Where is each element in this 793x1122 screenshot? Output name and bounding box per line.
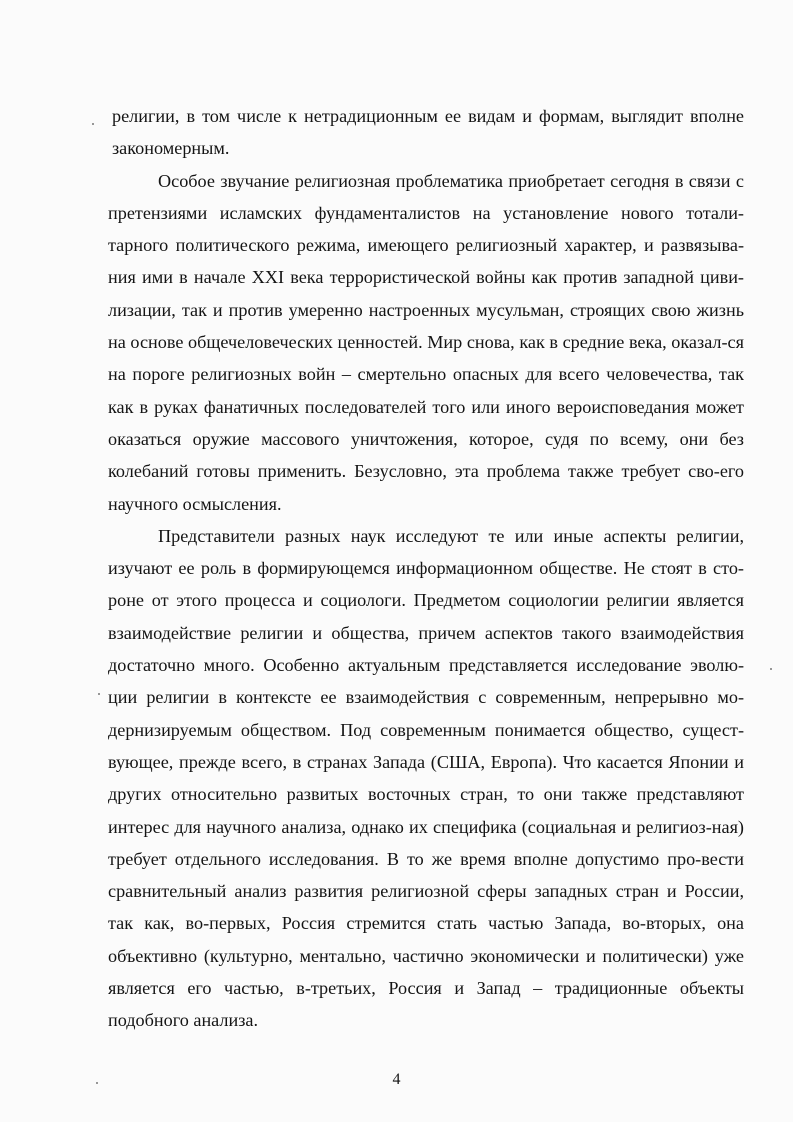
paragraph: Особое звучание религиозная проблематика приобретает сегодня в связи с претензиями исламских фундаменталистов на установление нового тотали-тарного политического режима, имеющего религиозный характер, и развязыва-ния ими в начале XXI века террористической войны как против западной циви-лизации, так и против умеренно настроенных мусульман, строящих свою жизнь на основе общечеловеческих ценностей. Мир снова, как в средние века, оказал-ся на пороге религиозных войн – смертельно опасных для всего человечества, так как в руках фанатичных последователей того или иного вероисповедания может оказаться оружие массового уничтожения, которое, судя по всему, они без колебаний готовы применить. Безусловно, эта проблема также требует сво-его научного осмысления. — [108, 170, 744, 514]
paragraph: Представители разных наук исследуют те или иные аспекты религии, изучают ее роль в формирующемся информационном обществе. Не стоят в сто-роне от этого процесса и социологи. Предметом социологии религии является взаимодействие религии и общества, причем аспектов такого взаимодействия достаточно много. Особенно актуальным представляется исследование эволю-ции религии в контексте ее взаимодействия с современным, непрерывно мо-дернизируемым обществом. Под современным понимается общество, сущест-вующее, прежде всего, в странах Запада (США, Европа). Что касается Японии и других относительно развитых восточных стран, то они также представляют интерес для научного анализа, однако их специфика (социальная и религиоз-ная) требует отдельного исследования. В то же время вполне допустимо про-вести сравнительный анализ развития религиозной сферы западных стран и России, так как, во-первых, Россия стремится стать частью Запада, во-вторых, она объективно (культурно, ментально, частично экономически и политически) уже является его частью, в-третьих, Россия и Запад – традиционные объекты подобного анализа. — [108, 525, 744, 1031]
scan-speck — [98, 693, 100, 695]
scan-speck — [770, 668, 772, 670]
body-text — [108, 100, 744, 1037]
page-number: 4 — [392, 1071, 401, 1088]
paragraph-continuation: религии, в том числе к нетрадиционным ее видам и формам, выглядит вполне закономерным. — [112, 106, 744, 159]
scan-speck — [92, 123, 94, 125]
